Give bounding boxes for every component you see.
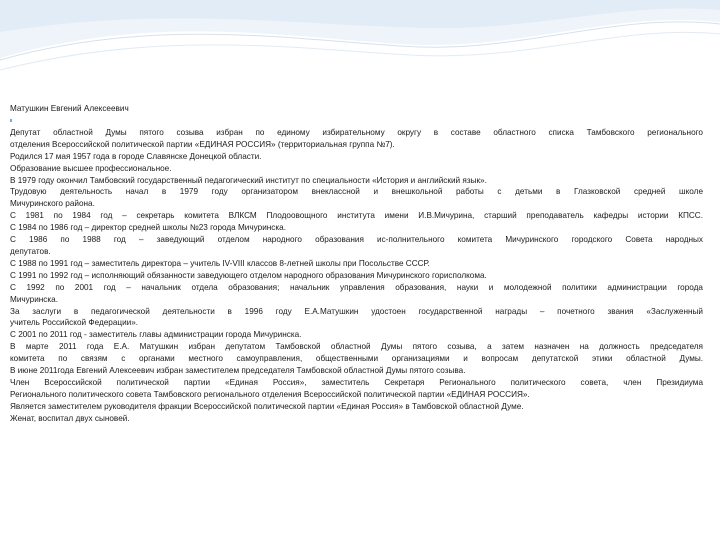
text-line: С 1984 по 1986 год – директор средней школы №23 города Мичуринска.	[10, 223, 286, 233]
text-line: Мичуринска.	[10, 294, 58, 304]
text-line: Депутат областной Думы пятого созыва избран по единому избирательному округу в составе областного списка Тамбовского регионального	[10, 127, 703, 137]
text-line: С 2001 по 2011 год - заместитель главы администрации города Мичуринска.	[10, 330, 302, 340]
text-line: депутатов.	[10, 246, 51, 256]
text-line: Образование высшее профессиональное.	[10, 163, 172, 173]
text-line: Мичуринского района.	[10, 199, 95, 209]
text-line: С 1981 по 1984 год – секретарь комитета ВЛКСМ Плодоовощного института имени И.В.Мичурина, старший преподаватель кафедры истории КПСС.	[10, 211, 703, 221]
text-line: За заслуги в педагогической деятельности в 1996 году Е.А.Матушкин удостоен государственной награды – почетного звания «Заслуженный	[10, 306, 703, 316]
text-line: В марте 2011 года Е.А. Матушкин избран депутатом Тамбовской областной Думы пятого созыва, а затем назначен на должность председателя	[10, 342, 703, 352]
decorative-wave-header	[0, 0, 720, 100]
document-body	[10, 103, 703, 425]
text-line: В 1979 году окончил Тамбовский государственный педагогический институт по специальности «История и английский язык».	[10, 175, 487, 185]
text-line: отделения Всероссийской политической партии «ЕДИНАЯ РОССИЯ» (территориальная группа №7).	[10, 139, 395, 149]
text-line: С 1988 по 1991 год – заместитель директора – учитель IV-VIII классов 8-летней школы при Посольстве СССР.	[10, 258, 430, 268]
text-line: Регионального политического совета Тамбовского регионального отделения Всероссийской политической партии «ЕДИНАЯ РОССИЯ».	[10, 389, 530, 399]
text-line: В июне 2011года Евгений Алексеевич избран заместителем председателя Тамбовской областной Думы пятого созыва.	[10, 366, 466, 376]
text-line: Родился 17 мая 1957 года в городе Славянске Донецкой области.	[10, 151, 262, 161]
text-line: Трудовую деятельность начал в 1979 году организатором внеклассной и внешкольной работы с детьми в Глазковской средней школе	[10, 187, 703, 197]
text-line: Член Всероссийской политической партии «Единая Россия», заместитель Секретаря Регионального политического совета, член Президиума	[10, 377, 703, 387]
document-title: Матушкин Евгений Алексеевич	[10, 104, 129, 113]
bullet-marker	[10, 115, 703, 127]
text-line: учитель Российской Федерации».	[10, 318, 139, 328]
text-line: Является заместителем руководителя фракции Всероссийской политической партии «Единая Россия» в Тамбовской областной Думе.	[10, 401, 524, 411]
paragraph-list	[10, 127, 703, 425]
text-line: С 1992 по 2001 год – начальник отдела образования; начальник управления образования, науки и молодежной политики администрации города	[10, 282, 703, 292]
text-line: Женат, воспитал двух сыновей.	[10, 413, 130, 423]
text-line: С 1991 по 1992 год – исполняющий обязанности заведующего отделом народного образования Мичуринского горисполкома.	[10, 270, 487, 280]
text-line: С 1986 по 1988 год – заведующий отделом народного образования ис-полнительного комитета Мичуринского городского Совета народных	[10, 235, 703, 245]
text-line: комитета по связям с органами местного самоуправления, общественными организациями и вопросам депутатской этики областной Думы.	[10, 354, 703, 364]
